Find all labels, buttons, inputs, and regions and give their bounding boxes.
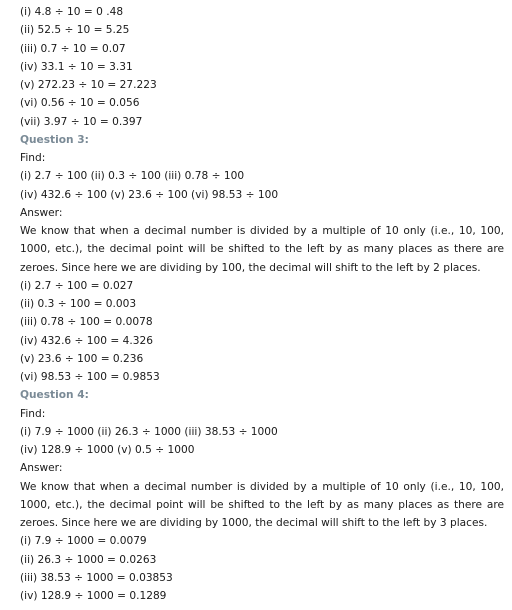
answer-line: (v) 23.6 ÷ 100 = 0.236 — [20, 352, 144, 365]
explanation-paragraph: We know that when a decimal number is divided by a multiple of 10 only (i.e., 10, 100, 1000, etc.), the decimal point will be shifted to the left by as many places as there are zeroes. Since here we are dividing by 100, the decimal will shift to the left by 2 places. — [20, 225, 504, 274]
find-line: (i) 2.7 ÷ 100 (ii) 0.3 ÷ 100 (iii) 0.78 ÷ 100 — [20, 170, 245, 183]
answer-line: (iv) 33.1 ÷ 10 = 3.31 — [20, 60, 133, 73]
answer-line: (ii) 0.3 ÷ 100 = 0.003 — [20, 298, 137, 310]
question-4 — [20, 386, 504, 605]
answer-line: (i) 4.8 ÷ 10 = 0 .48 — [20, 6, 124, 18]
answer-line: (i) 2.7 ÷ 100 = 0.027 — [20, 279, 134, 292]
answer-line: (vii) 3.97 ÷ 10 = 0.397 — [20, 115, 143, 128]
explanation-paragraph: We know that when a decimal number is divided by a multiple of 10 only (i.e., 10, 100, 1000, etc.), the decimal point will be shifted to the left by as many places as there are zeroes. Since here we are dividing by 1000, the decimal will shift to the left by 3 places. — [20, 480, 504, 529]
question-3 — [20, 131, 504, 387]
answer-line: (ii) 52.5 ÷ 10 = 5.25 — [20, 24, 130, 37]
question-heading: Question 3: — [20, 133, 89, 146]
answer-line: (i) 7.9 ÷ 1000 = 0.0079 — [20, 535, 147, 548]
find-label: Find: — [20, 152, 46, 164]
question-heading: Question 4: — [20, 389, 89, 402]
answer-label: Answer: — [20, 206, 63, 219]
answer-line: (iv) 128.9 ÷ 1000 = 0.1289 — [20, 590, 167, 602]
answer-line: (ii) 26.3 ÷ 1000 = 0.0263 — [20, 553, 157, 566]
q2-answer-list — [20, 3, 504, 131]
answer-label: Answer: — [20, 462, 63, 475]
answer-line: (vi) 98.53 ÷ 100 = 0.9853 — [20, 371, 160, 383]
answer-line: (v) 272.23 ÷ 10 = 27.223 — [20, 79, 157, 91]
answer-line: (iii) 0.78 ÷ 100 = 0.0078 — [20, 316, 153, 329]
answer-line: (iv) 432.6 ÷ 100 = 4.326 — [20, 334, 153, 347]
find-label: Find: — [20, 407, 46, 420]
answer-line: (vi) 0.56 ÷ 10 = 0.056 — [20, 97, 140, 110]
find-line: (iv) 432.6 ÷ 100 (v) 23.6 ÷ 100 (vi) 98.53 ÷ 100 — [20, 188, 279, 201]
find-line: (i) 7.9 ÷ 1000 (ii) 26.3 ÷ 1000 (iii) 38.53 ÷ 1000 — [20, 425, 278, 438]
find-line: (iv) 128.9 ÷ 1000 (v) 0.5 ÷ 1000 — [20, 444, 195, 456]
answer-line: (iii) 0.7 ÷ 10 = 0.07 — [20, 42, 126, 55]
answer-line: (iii) 38.53 ÷ 1000 = 0.03853 — [20, 571, 173, 584]
